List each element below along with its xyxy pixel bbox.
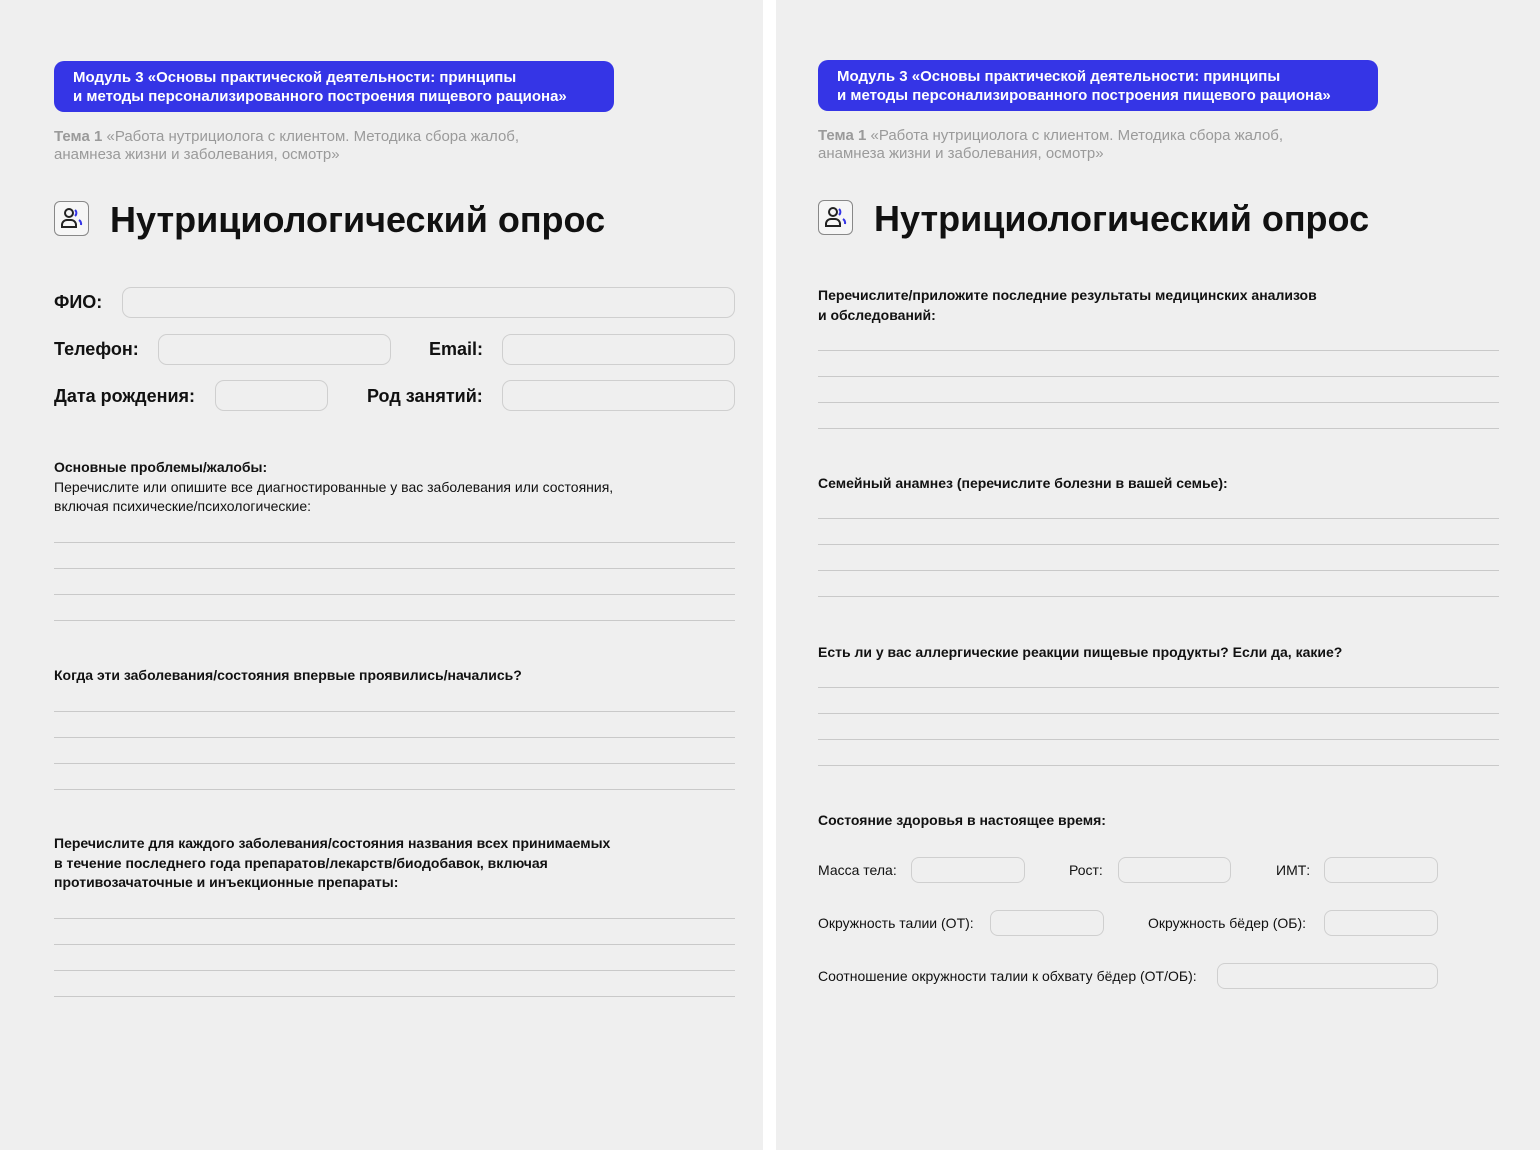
complaints-question <box>54 458 613 517</box>
ratio-label: Соотношение окружности талии к обхвату бёдер (ОТ/ОБ): <box>818 968 1197 984</box>
question-text: противозачаточные и инъекционные препараты: <box>54 874 399 890</box>
question-text: Перечислите для каждого заболевания/состояния названия всех принимаемых <box>54 835 611 851</box>
answer-line[interactable] <box>818 713 1499 714</box>
question-text: Когда эти заболевания/состояния впервые проявились/начались? <box>54 667 522 683</box>
tests-question <box>818 286 1317 325</box>
birthdate-input[interactable] <box>215 380 328 411</box>
phone-label: Телефон: <box>54 339 139 359</box>
answer-line[interactable] <box>818 518 1499 519</box>
answer-line[interactable] <box>54 620 735 621</box>
email-input[interactable] <box>502 334 735 365</box>
answer-line[interactable] <box>54 944 735 945</box>
answer-line[interactable] <box>818 402 1499 403</box>
fio-label: ФИО: <box>54 292 103 312</box>
topic-label: Тема 1 <box>54 128 103 145</box>
answer-line[interactable] <box>818 687 1499 688</box>
fio-input[interactable] <box>122 287 735 318</box>
answer-line[interactable] <box>54 542 735 543</box>
weight-label: Масса тела: <box>818 862 897 878</box>
topic <box>818 127 1378 163</box>
question-text: включая психические/психологические: <box>54 498 312 514</box>
complaints-title: Основные проблемы/жалобы: <box>54 459 268 475</box>
hips-input[interactable] <box>1324 910 1438 936</box>
answer-line[interactable] <box>818 739 1499 740</box>
module-line: Модуль 3 «Основы практической деятельности: принципы <box>73 69 517 86</box>
waist-label: Окружность талии (ОТ): <box>818 915 974 931</box>
email-label: Email: <box>429 339 484 359</box>
topic-text: «Работа нутрициолога с клиентом. Методика сбора жалоб, <box>870 127 1284 144</box>
topic-text: анамнеза жизни и заболевания, осмотр» <box>54 146 340 163</box>
page-title: Нутрициологический опрос <box>874 198 1370 239</box>
onset-question <box>54 666 522 686</box>
question-text: Перечислите или опишите все диагностированные у вас заболевания или состояния, <box>54 478 614 495</box>
answer-line[interactable] <box>818 570 1499 571</box>
occupation-input[interactable] <box>502 380 735 411</box>
bmi-label: ИМТ: <box>1276 862 1311 878</box>
ratio-input[interactable] <box>1217 963 1438 989</box>
answer-line[interactable] <box>54 594 735 595</box>
height-label: Рост: <box>1069 862 1103 878</box>
answer-line[interactable] <box>54 763 735 764</box>
answer-line[interactable] <box>54 996 735 997</box>
module-line: и методы персонализированного построения пищевого рациона» <box>73 88 567 105</box>
height-input[interactable] <box>1118 857 1231 883</box>
users-icon <box>54 201 89 236</box>
answer-line[interactable] <box>54 789 735 790</box>
module-banner <box>818 60 1378 111</box>
module-line: и методы персонализированного построения пищевого рациона» <box>837 87 1331 104</box>
phone-input[interactable] <box>158 334 391 365</box>
family-history-question: Семейный анамнез (перечислите болезни в вашей семье): <box>818 475 1228 491</box>
question-text: в течение последнего года препаратов/лекарств/биодобавок, включая <box>54 854 548 871</box>
answer-line[interactable] <box>54 568 735 569</box>
answer-line[interactable] <box>54 737 735 738</box>
page-1 <box>0 0 763 1150</box>
answer-line[interactable] <box>54 970 735 971</box>
answer-line[interactable] <box>54 918 735 919</box>
allergy-question: Есть ли у вас аллергические реакции пищевые продукты? Если да, какие? <box>818 644 1343 660</box>
answer-line[interactable] <box>818 765 1499 766</box>
waist-input[interactable] <box>990 910 1104 936</box>
module-line: Модуль 3 «Основы практической деятельности: принципы <box>837 68 1281 85</box>
users-icon <box>818 200 853 235</box>
occupation-label: Род занятий: <box>367 386 483 406</box>
question-text: и обследований: <box>818 306 936 323</box>
answer-line[interactable] <box>818 376 1499 377</box>
question-text: Перечислите/приложите последние результаты медицинских анализов <box>818 287 1317 303</box>
answer-line[interactable] <box>54 711 735 712</box>
module-banner <box>54 61 614 112</box>
answer-line[interactable] <box>818 544 1499 545</box>
page-title: Нутрициологический опрос <box>110 199 606 240</box>
weight-input[interactable] <box>911 857 1025 883</box>
health-state-heading: Состояние здоровья в настоящее время: <box>818 812 1106 828</box>
hips-label: Окружность бёдер (ОБ): <box>1148 915 1307 931</box>
bmi-input[interactable] <box>1324 857 1438 883</box>
answer-line[interactable] <box>818 428 1499 429</box>
topic-label: Тема 1 <box>818 127 867 144</box>
answer-line[interactable] <box>818 596 1499 597</box>
answer-line[interactable] <box>818 350 1499 351</box>
topic <box>54 128 614 164</box>
topic-text: «Работа нутрициолога с клиентом. Методика сбора жалоб, <box>106 128 520 145</box>
topic-text: анамнеза жизни и заболевания, осмотр» <box>818 145 1104 162</box>
birthdate-label: Дата рождения: <box>54 386 196 406</box>
medications-question <box>54 834 610 893</box>
